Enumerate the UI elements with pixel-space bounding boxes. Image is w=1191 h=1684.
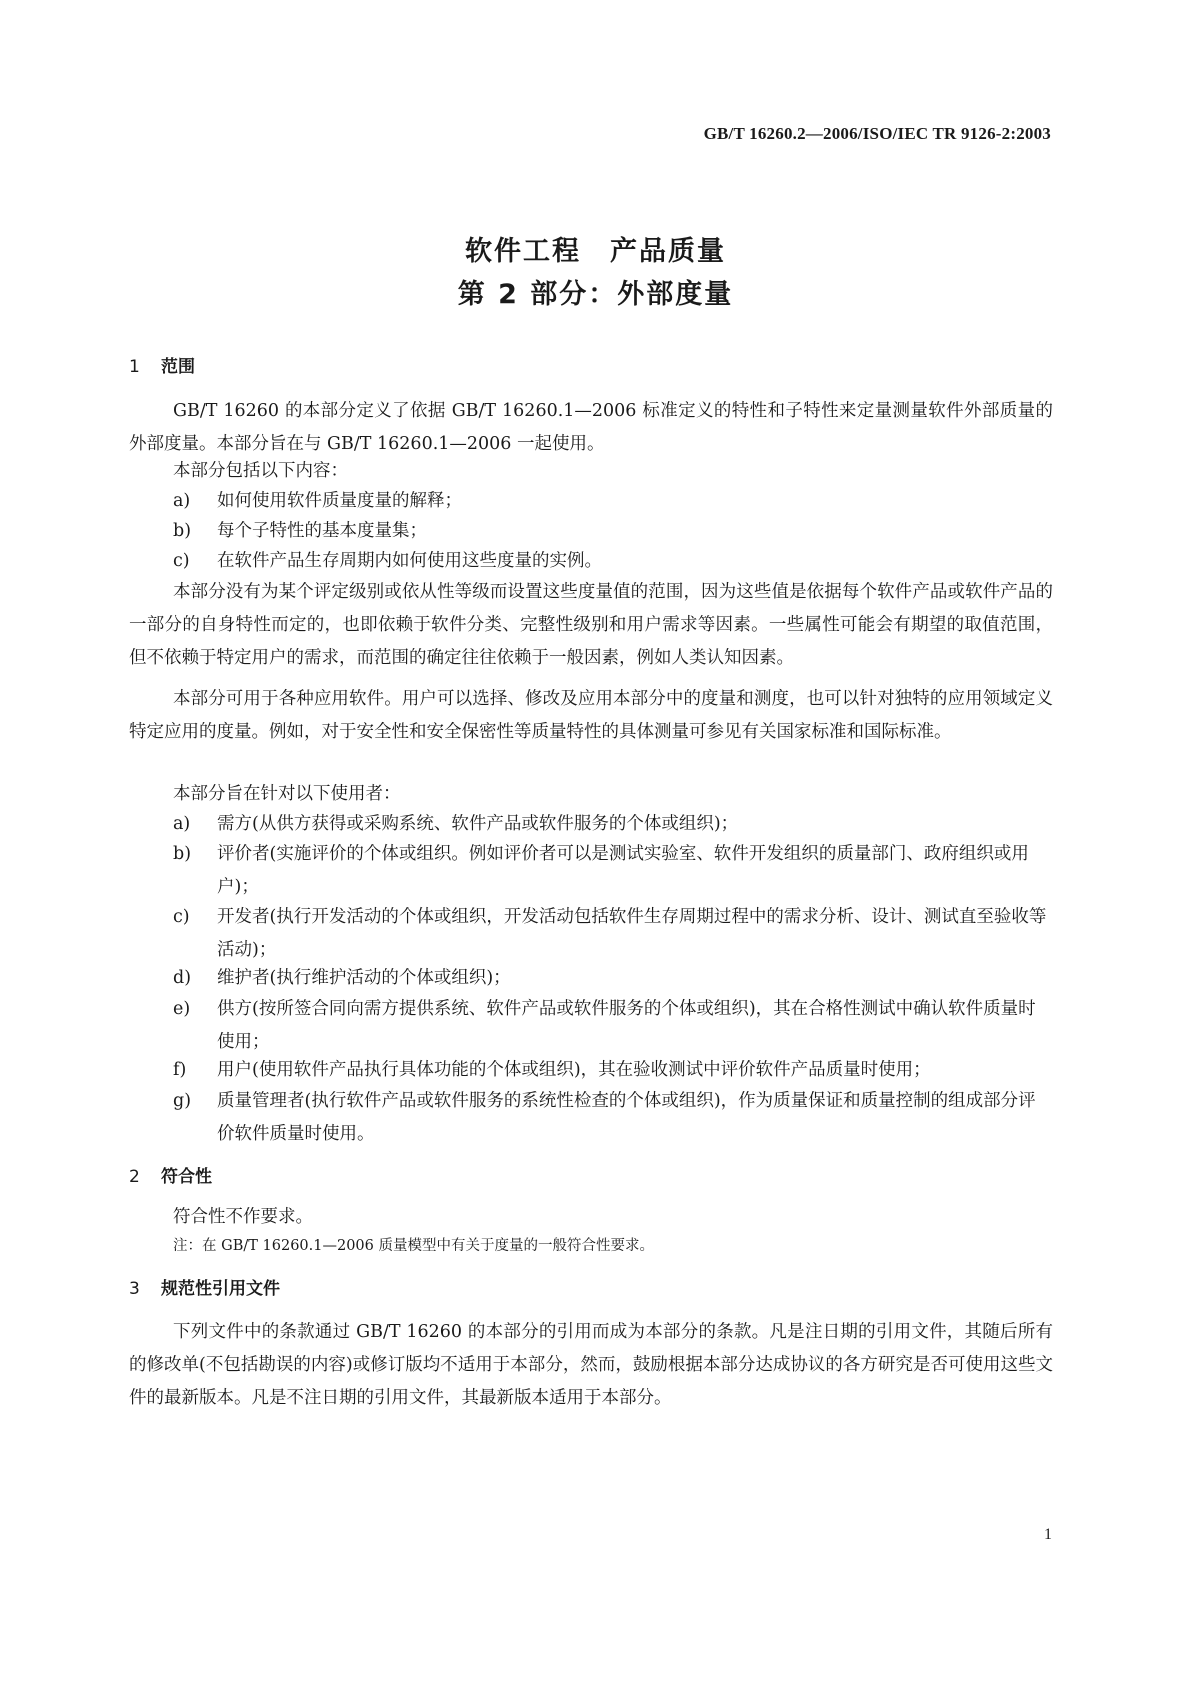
list-item <box>173 808 1053 841</box>
doc-title-line2: 第 2 部分：外部度量 <box>457 279 734 310</box>
section-number: 3 <box>129 1279 140 1299</box>
list-label: e) <box>173 999 191 1019</box>
section-title: 范围 <box>161 357 195 377</box>
section-3-heading <box>129 1274 280 1299</box>
list-text: 开发者(执行开发活动的个体或组织，开发活动包括软件生存周期过程中的需求分析、设计、测试直至验收等活动)； <box>217 907 1047 960</box>
list-item <box>173 901 1053 967</box>
list-text: 供方(按所签合同向需方提供系统、软件产品或软件服务的个体或组织)，其在合格性测试中确认软件质量时使用； <box>217 999 1036 1052</box>
list-label: a) <box>173 814 191 834</box>
list-text: 用户(使用软件产品执行具体功能的个体或组织)，其在验收测试中评价软件产品质量时使用； <box>217 1060 931 1080</box>
list-label: b) <box>173 521 192 541</box>
list-item <box>173 545 1053 578</box>
paragraph: 符合性不作要求。 <box>173 1207 313 1227</box>
paragraph: 下列文件中的条款通过 GB/T 16260 的本部分的引用而成为本部分的条款。凡是注日期的引用文件，其随后所有的修改单(不包括勘误的内容)或修订版均不适用于本部分，然而，鼓励根据本部分达成协议的各方研究是否可使用这些文件的最新版本。凡是不注日期的引用文件，其最新版本适用于本部分。 <box>129 1322 1053 1408</box>
list-text: 每个子特性的基本度量集； <box>217 521 427 541</box>
doc-title-line1: 软件工程 产品质量 <box>465 236 726 267</box>
list-item <box>173 515 1053 548</box>
list-item <box>173 1085 1053 1151</box>
paragraph: 本部分包括以下内容： <box>173 461 348 481</box>
standard-code: GB/T 16260.2—2006/ISO/IEC TR 9126-2:2003 <box>703 124 1051 143</box>
list-text: 质量管理者(执行软件产品或软件服务的系统性检查的个体或组织)，作为质量保证和质量控制的组成部分评价软件质量时使用。 <box>217 1091 1036 1144</box>
list-label: f) <box>173 1060 187 1080</box>
list-text: 需方(从供方获得或采购系统、软件产品或软件服务的个体或组织)； <box>217 814 739 834</box>
list-item <box>173 838 1053 904</box>
paragraph: 本部分旨在针对以下使用者： <box>173 784 401 804</box>
section-title: 符合性 <box>161 1167 212 1187</box>
list-text: 如何使用软件质量度量的解释； <box>217 491 462 511</box>
list-label: d) <box>173 968 192 988</box>
list-text: 维护者(执行维护活动的个体或组织)； <box>217 968 511 988</box>
list-item <box>173 962 1053 995</box>
section-title: 规范性引用文件 <box>161 1279 280 1299</box>
list-label: c) <box>173 907 190 927</box>
list-label: b) <box>173 844 192 864</box>
note: 注：在 GB/T 16260.1—2006 质量模型中有关于度量的一般符合性要求。 <box>173 1238 654 1254</box>
list-label: a) <box>173 491 191 511</box>
section-2-heading <box>129 1162 212 1187</box>
paragraph: 本部分可用于各种应用软件。用户可以选择、修改及应用本部分中的度量和测度，也可以针对独特的应用领域定义特定应用的度量。例如，对于安全性和安全保密性等质量特性的具体测量可参见有关国家标准和国际标准。 <box>129 689 1053 742</box>
list-text: 评价者(实施评价的个体或组织。例如评价者可以是测试实验室、软件开发组织的质量部门、政府组织或用户)； <box>217 844 1029 897</box>
list-label: c) <box>173 551 190 571</box>
section-number: 1 <box>129 357 140 377</box>
list-item <box>173 1054 1053 1087</box>
section-number: 2 <box>129 1167 140 1187</box>
paragraph: 本部分没有为某个评定级别或依从性等级而设置这些度量值的范围，因为这些值是依据每个软件产品或软件产品的一部分的自身特性而定的，也即依赖于软件分类、完整性级别和用户需求等因素。一些属性可能会有期望的取值范围，但不依赖于特定用户的需求，而范围的确定往往依赖于一般因素，例如人类认知因素。 <box>129 582 1053 668</box>
list-text: 在软件产品生存周期内如何使用这些度量的实例。 <box>217 551 602 571</box>
list-label: g) <box>173 1091 192 1111</box>
paragraph: GB/T 16260 的本部分定义了依据 GB/T 16260.1—2006 标准定义的特性和子特性来定量测量软件外部质量的外部度量。本部分旨在与 GB/T 16260.1—2006 一起使用。 <box>129 401 1053 454</box>
section-1-heading <box>129 352 195 377</box>
page-number: 1 <box>1044 1526 1052 1543</box>
list-item <box>173 485 1053 518</box>
list-item <box>173 993 1053 1059</box>
